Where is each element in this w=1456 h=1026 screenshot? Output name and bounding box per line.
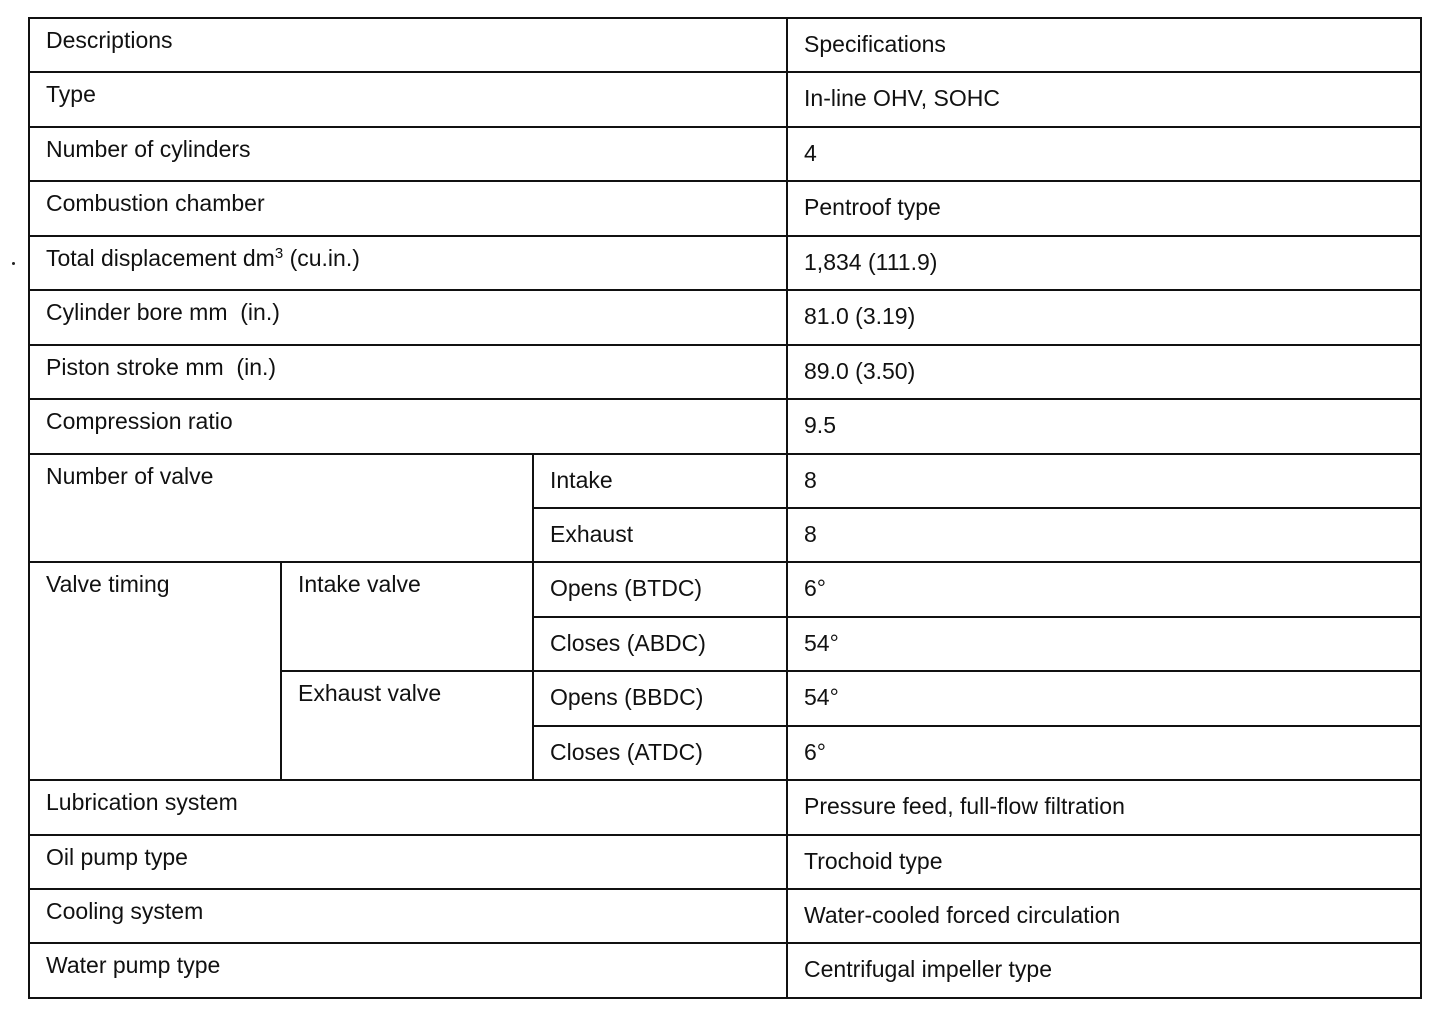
intake-opens-value: 6° [787,562,1421,616]
intake-closes-value: 54° [787,617,1421,671]
exhaust-valve-label: Exhaust valve [281,671,533,780]
lubrication-label: Lubrication system [29,780,787,834]
displacement-label-sup: 3 [274,244,284,262]
displacement-value: 1,834 (111.9) [787,236,1421,290]
combustion-value: Pentroof type [787,181,1421,235]
table-row [29,943,1421,998]
water-pump-value: Centrifugal impeller type [787,943,1421,998]
cylinders-value: 4 [787,127,1421,181]
table-row [29,127,1421,181]
intake-valve-label: Intake valve [281,562,533,671]
table-row [29,181,1421,235]
compression-label: Compression ratio [29,399,787,453]
table-row [29,780,1421,834]
displacement-label [29,236,787,290]
oil-pump-value: Trochoid type [787,835,1421,889]
intake-closes-label: Closes (ABDC) [533,617,787,671]
scan-speck [12,262,15,265]
exhaust-closes-label: Closes (ATDC) [533,726,787,780]
table-row [29,454,1421,508]
exhaust-opens-value: 54° [787,671,1421,725]
lubrication-value: Pressure feed, full-flow filtration [787,780,1421,834]
engine-spec-table [28,17,1422,999]
valves-exhaust-label: Exhaust [533,508,787,562]
table-row [29,835,1421,889]
table-row [29,345,1421,399]
descriptions-header: Descriptions [29,18,787,72]
cooling-value: Water-cooled forced circulation [787,889,1421,943]
type-value: In-line OHV, SOHC [787,72,1421,126]
bore-label: Cylinder bore mm (in.) [29,290,787,344]
cooling-label: Cooling system [29,889,787,943]
table-header-row [29,18,1421,72]
exhaust-closes-value: 6° [787,726,1421,780]
combustion-label: Combustion chamber [29,181,787,235]
displacement-label-suffix: (cu.in.) [283,244,360,271]
table-row [29,889,1421,943]
oil-pump-label: Oil pump type [29,835,787,889]
cylinders-label: Number of cylinders [29,127,787,181]
type-label: Type [29,72,787,126]
table-row [29,290,1421,344]
stroke-value: 89.0 (3.50) [787,345,1421,399]
intake-opens-label: Opens (BTDC) [533,562,787,616]
bore-value: 81.0 (3.19) [787,290,1421,344]
table-row [29,562,1421,616]
specifications-header: Specifications [787,18,1421,72]
water-pump-label: Water pump type [29,943,787,998]
table-row [29,399,1421,453]
table-row [29,236,1421,290]
valves-intake-value: 8 [787,454,1421,508]
table-row [29,72,1421,126]
valves-exhaust-value: 8 [787,508,1421,562]
exhaust-opens-label: Opens (BBDC) [533,671,787,725]
valves-intake-label: Intake [533,454,787,508]
stroke-label: Piston stroke mm (in.) [29,345,787,399]
compression-value: 9.5 [787,399,1421,453]
valves-label: Number of valve [29,454,533,563]
displacement-label-prefix: Total displacement dm [46,244,275,271]
valve-timing-label: Valve timing [29,562,281,780]
